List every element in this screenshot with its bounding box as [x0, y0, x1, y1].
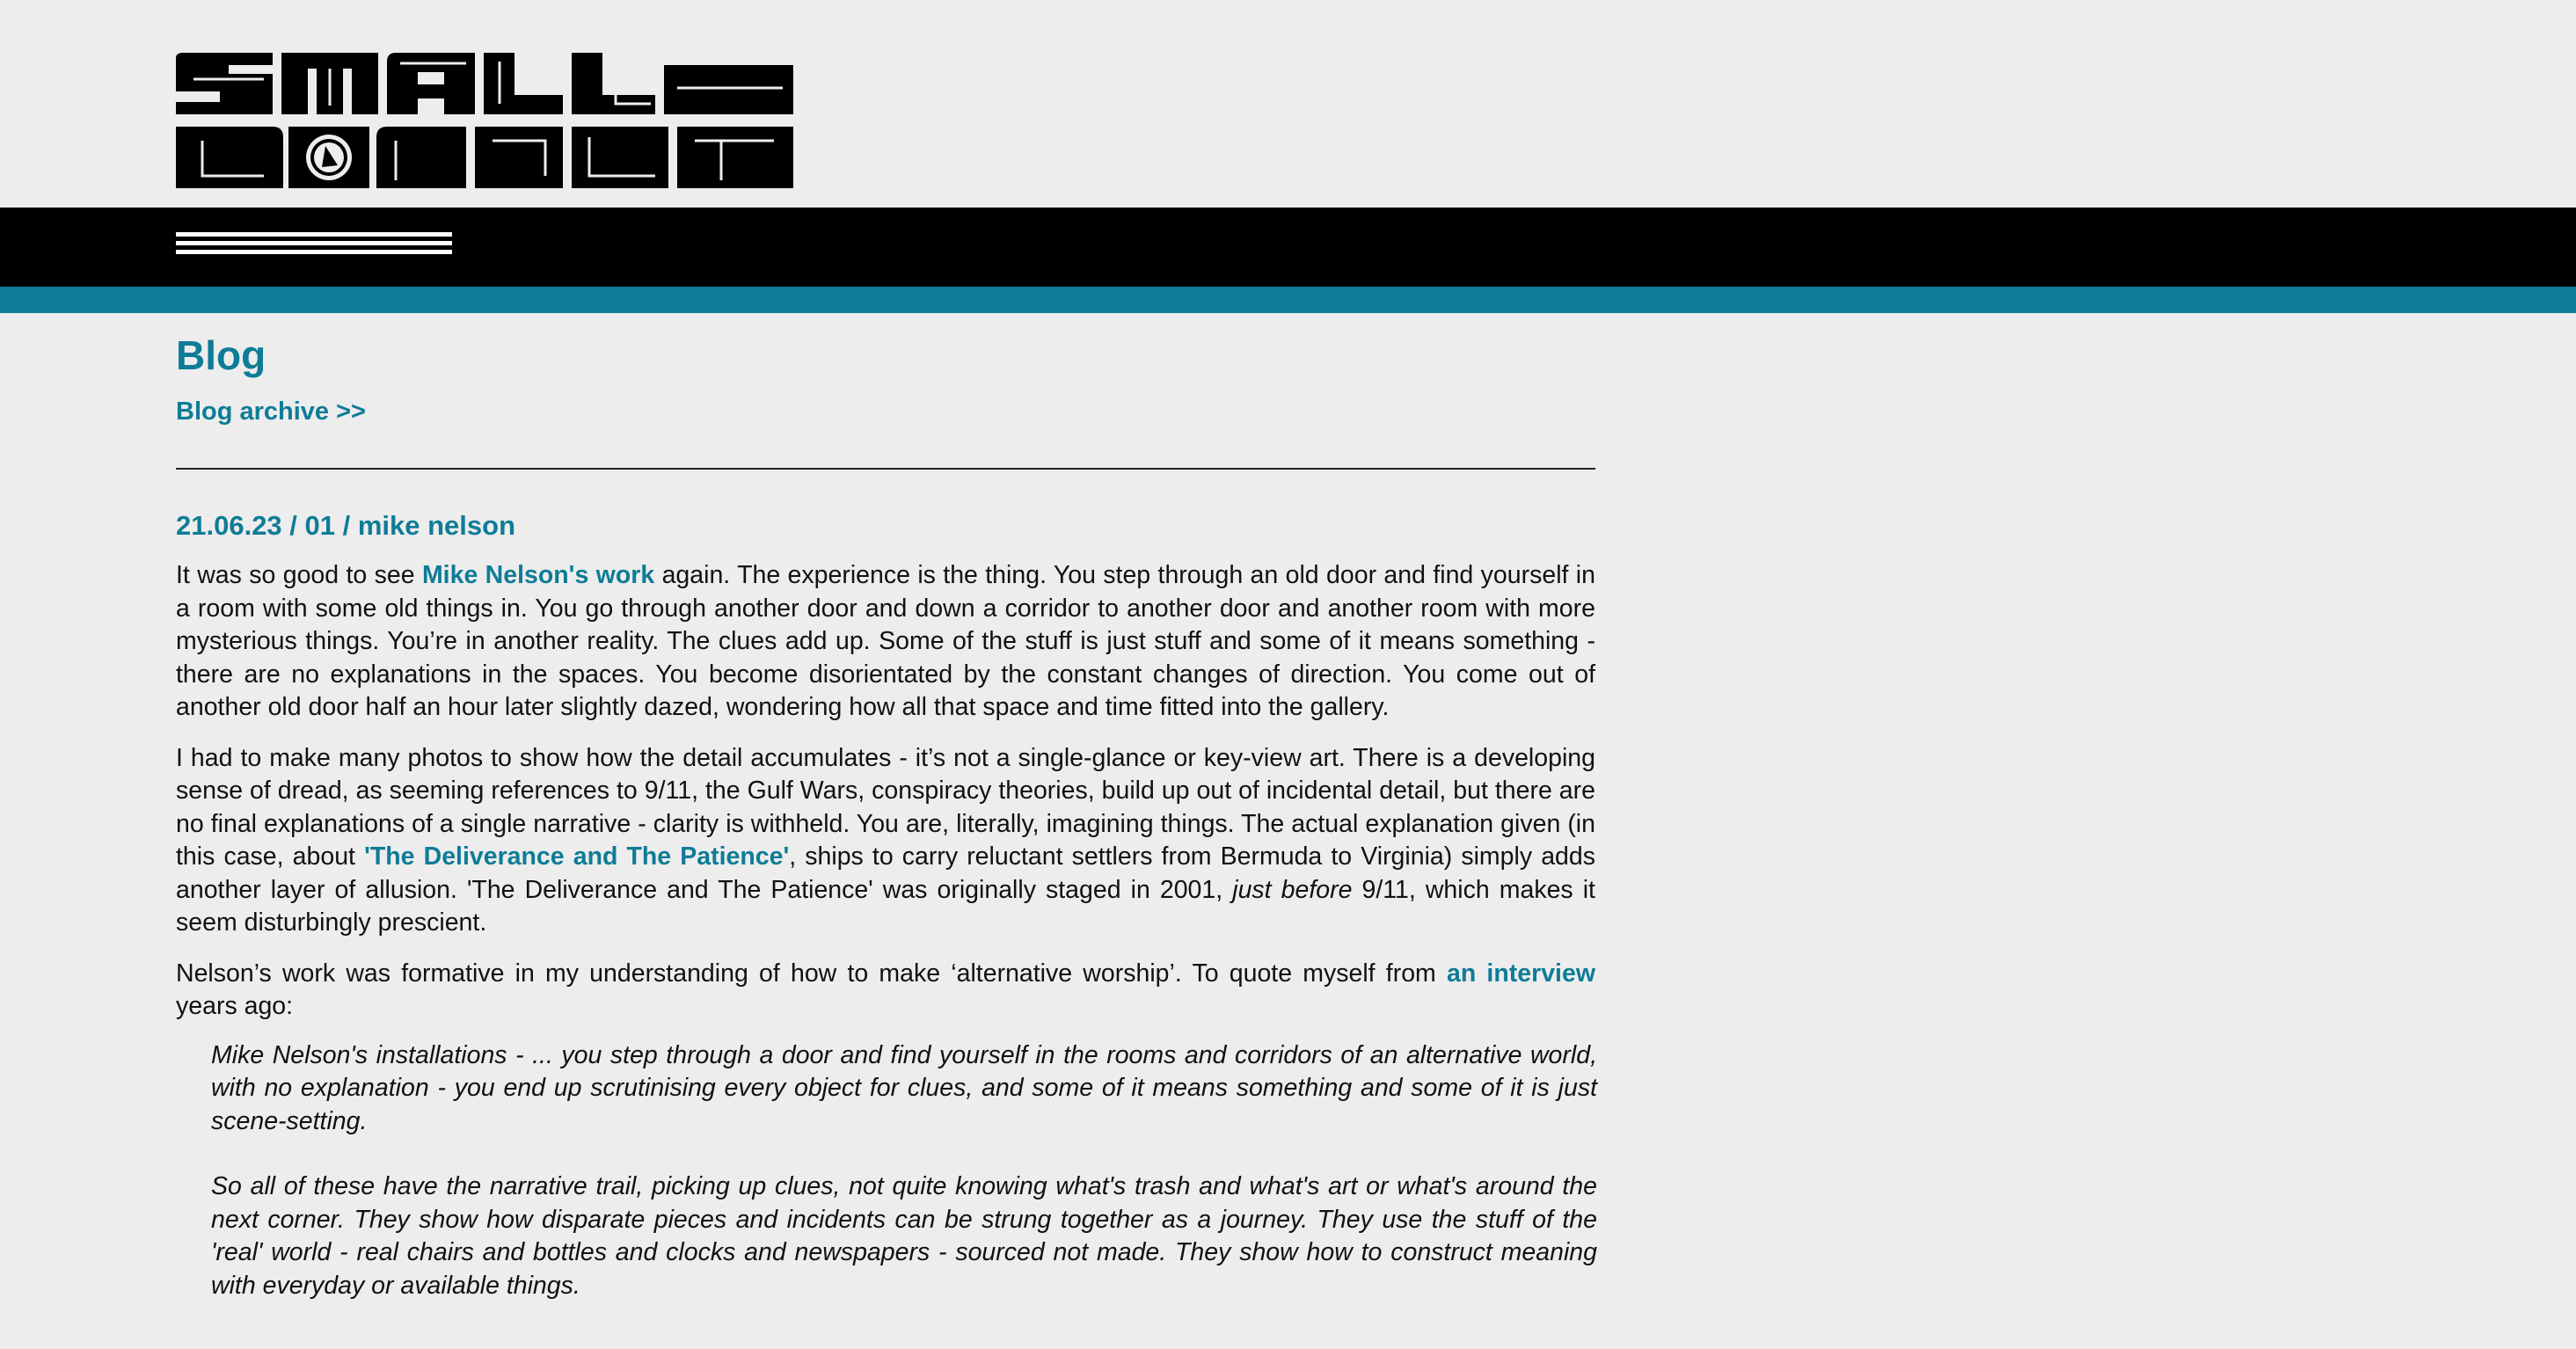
- page-title: Blog: [176, 332, 266, 378]
- deliverance-patience-link[interactable]: 'The Deliverance and The Patience': [364, 842, 790, 871]
- text: I had to make many photos to show how the detail accumulates - it’s not a single-glance or key-view art. There is a developing sense of dread, as seeming references to 9/11, the Gulf Wars, conspiracy theories, build up out of incidental detail, but there are no final explanations of a single narrative - clarity is withheld. You are, literally, imagining things. The actual explanation given (in this case, about: [176, 743, 1595, 871]
- post-paragraph: [176, 958, 1595, 1024]
- post-paragraph: [176, 559, 1595, 725]
- accent-stripe: [0, 287, 2576, 313]
- quote-paragraph: Mike Nelson's installations - ... you step through a door and find yourself in the rooms and corridors of an alternative world, with no explanation - you end up scrutinising every object for clues, and some of it means something and some of it is just scene-setting.: [211, 1040, 1597, 1135]
- blog-post: [176, 508, 1595, 1302]
- blog-archive-link[interactable]: Blog archive >>: [176, 397, 366, 426]
- interview-link[interactable]: an interview: [1446, 959, 1595, 988]
- text: It was so good to see: [176, 561, 422, 589]
- divider: [176, 468, 1595, 470]
- text: Nelson’s work was formative in my understanding of how to make ‘alternative worship’. To quote myself from: [176, 959, 1447, 988]
- blockquote: [211, 1039, 1597, 1303]
- menu-line: [176, 250, 452, 254]
- main-content: [176, 327, 1595, 1302]
- post-paragraph: [176, 742, 1595, 940]
- text: , ships to carry reluctant settlers from Bermuda to Virginia) simply adds another layer of allusion. 'The Deliverance and The Patience' was originally staged in 2001,: [176, 842, 1596, 904]
- site-logo[interactable]: [176, 53, 793, 188]
- text: again. The experience is the thing. You step through an old door and find yourself in a room with some old things in. You go through another door and down a corridor to another door and another room with more mysterious things. You’re in another reality. The clues add up. Some of the stuff is just stuff and some of it means something - there are no explanations in the spaces. You become disorientated by the constant changes of direction. You come out of another old door half an hour later slightly dazed, wondering how all that space and time fitted into the gallery.: [176, 561, 1595, 721]
- menu-line: [176, 232, 452, 237]
- quote-paragraph: So all of these have the narrative trail, picking up clues, not quite knowing what's trash and what's art or what's around the next corner. They show how disparate pieces and incidents can be strung together as a journey. They use the stuff of the 'real' world - real chairs and bottles and clocks and newspapers - sourced not made. They show how to construct meaning with everyday or available things.: [211, 1172, 1597, 1300]
- mike-nelson-work-link[interactable]: Mike Nelson's work: [421, 561, 655, 589]
- emphasis-text: just before: [1232, 875, 1353, 904]
- text: years ago:: [176, 992, 294, 1020]
- post-meta: 21.06.23 / 01 / mike nelson: [176, 510, 516, 541]
- menu-line: [176, 241, 452, 245]
- text: 9/11, which makes it seem disturbingly prescient.: [176, 875, 1595, 937]
- hamburger-icon[interactable]: [176, 232, 452, 262]
